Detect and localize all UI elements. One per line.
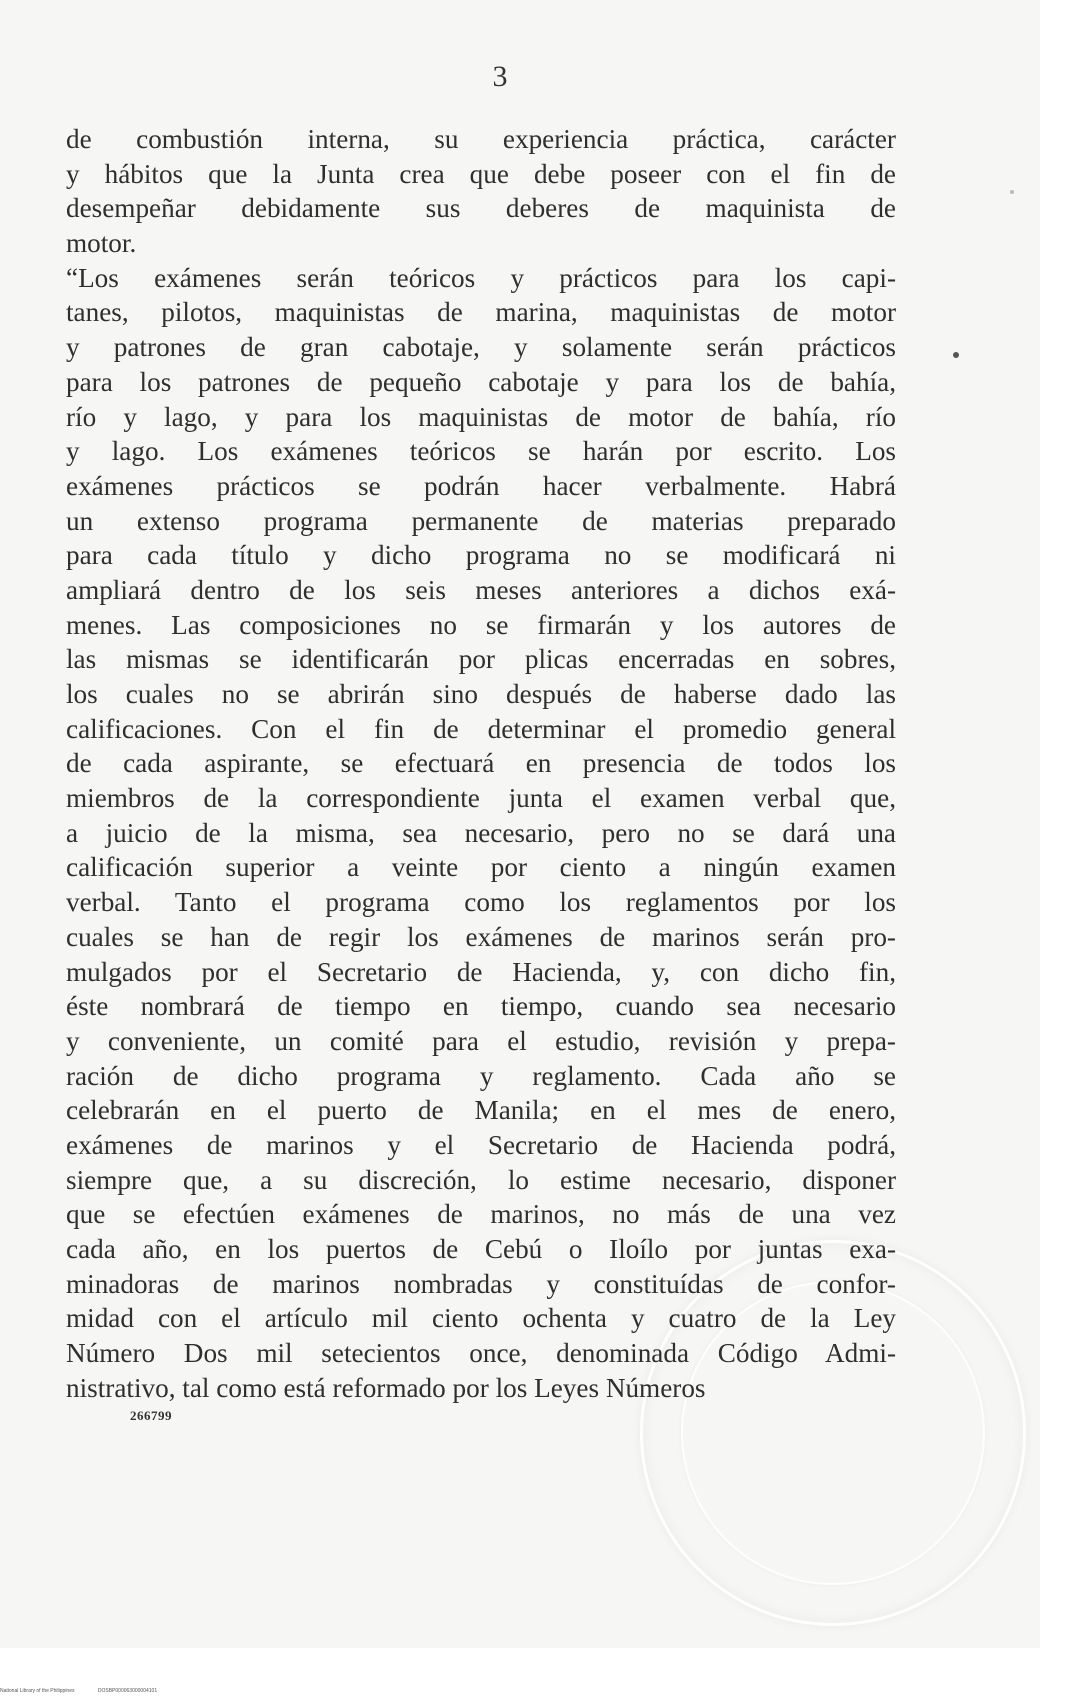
text-line: “Los exámenes serán teóricos y prácticos para los capi- <box>66 262 896 293</box>
text-line: a juicio de la misma, sea necesario, pero no se dará una <box>66 817 896 848</box>
printer-mark: 266799 <box>130 1408 172 1423</box>
text-line: y lago. Los exámenes teóricos se harán por escrito. Los <box>66 436 896 467</box>
footer-identifier: DOSBP000063000004101 <box>97 1688 158 1694</box>
text-line: midad con el artículo mil ciento ochenta y cuatro de la Ley <box>66 1303 896 1334</box>
text-line: cada año, en los puertos de Cebú o Iloílo por juntas exa- <box>66 1234 896 1264</box>
text-line: minadoras de marinos nombradas y constituídas de confor- <box>66 1268 896 1299</box>
text-line: y hábitos que la Junta crea que debe poseer con el fin de <box>66 158 896 189</box>
text-line: calificación superior a veinte por ciento a ningún examen <box>66 852 896 883</box>
footer-strip <box>0 1688 179 1694</box>
text-line: para los patrones de pequeño cabotaje y para los de bahía, <box>66 366 896 397</box>
text-line: tanes, pilotos, maquinistas de marina, maquinistas de motor <box>66 297 896 328</box>
ink-speck <box>953 352 959 358</box>
text-line: mulgados por el Secretario de Hacienda, y, con dicho fin, <box>66 956 896 987</box>
body-text <box>66 122 896 1405</box>
text-line: miembros de la correspondiente junta el examen verbal que, <box>66 783 896 814</box>
text-line: calificaciones. Con el fin de determinar el promedio general <box>66 713 896 744</box>
text-line: siempre que, a su discreción, lo estime necesario, disponer <box>66 1164 896 1195</box>
text-line: nistrativo, tal como está reformado por los Leyes Números <box>66 1372 706 1403</box>
text-line: que se efectúen exámenes de marinos, no más de una vez <box>66 1199 896 1230</box>
text-line: los cuales no se abrirán sino después de haberse dado las <box>66 679 896 709</box>
text-line: de cada aspirante, se efectuará en presencia de todos los <box>66 748 896 779</box>
text-line: para cada título y dicho programa no se modificará ni <box>66 540 896 571</box>
text-line: y conveniente, un comité para el estudio, revisión y prepa- <box>66 1025 896 1056</box>
text-line: celebrarán en el puerto de Manila; en el mes de enero, <box>66 1095 896 1126</box>
ink-speck <box>1010 190 1014 194</box>
page-number: 3 <box>492 60 508 93</box>
text-line: motor. <box>66 228 137 259</box>
text-line: Número Dos mil setecientos once, denominada Código Admi- <box>66 1338 896 1369</box>
text-line: cuales se han de regir los exámenes de marinos serán pro- <box>66 921 896 952</box>
text-line: verbal. Tanto el programa como los reglamentos por los <box>66 887 896 918</box>
text-line: exámenes prácticos se podrán hacer verbalmente. Habrá <box>66 470 896 501</box>
text-line: exámenes de marinos y el Secretario de Hacienda podrá, <box>66 1129 896 1160</box>
text-line: desempeñar debidamente sus deberes de maquinista de <box>66 193 896 224</box>
text-line: un extenso programa permanente de materias preparado <box>66 505 896 536</box>
text-line: ampliará dentro de los seis meses anteriores a dichos exá- <box>66 574 896 605</box>
text-line: de combustión interna, su experiencia práctica, carácter <box>66 124 896 154</box>
text-line: éste nombrará de tiempo en tiempo, cuando sea necesario <box>66 991 896 1022</box>
text-line: menes. Las composiciones no se firmarán y los autores de <box>66 609 896 640</box>
text-line: río y lago, y para los maquinistas de motor de bahía, río <box>66 401 896 432</box>
text-line: y patrones de gran cabotaje, y solamente serán prácticos <box>66 332 896 363</box>
footer-library: National Library of the Philippines <box>0 1688 75 1694</box>
text-line: ración de dicho programa y reglamento. Cada año se <box>66 1060 896 1091</box>
text-line: las mismas se identificarán por plicas encerradas en sobres, <box>66 644 896 675</box>
